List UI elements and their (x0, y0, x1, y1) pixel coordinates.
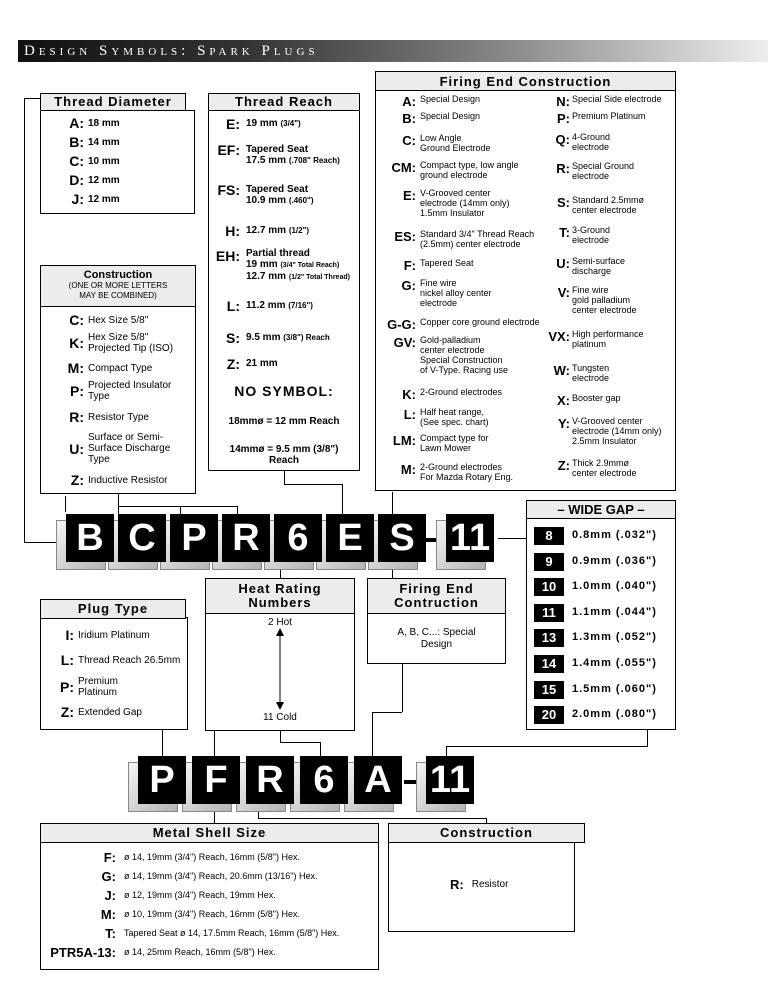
note: (7/16") (288, 301, 313, 310)
line: 19 mm (3/4" Total Reach) (246, 259, 340, 270)
item-desc: ø 12, 19mm (3/4") Reach, 19mm Hex. (124, 890, 276, 900)
item-desc: Low Angle Ground Electrode (420, 133, 491, 153)
item-desc: 2-Ground electrodes For Mazda Rotary Eng. (420, 462, 514, 482)
gap-value: 0.8mm (.032") (572, 529, 657, 541)
list-item (538, 393, 621, 408)
connector-line (65, 496, 66, 512)
construction-subtitle: (ONE OR MORE LETTERS MAY BE COMBINED) (68, 281, 168, 300)
line: 19 mm (3/4") (246, 118, 301, 129)
list-item (376, 258, 474, 273)
item-code: L: (60, 652, 74, 668)
item-code: C: (69, 312, 84, 328)
connector-line (402, 664, 403, 712)
letter-block: C (118, 514, 166, 562)
item-desc (246, 330, 330, 343)
item-desc: Compact type, low angle ground electrode (420, 160, 519, 180)
item-desc (246, 356, 278, 369)
item-desc: 18 mm (88, 117, 120, 129)
firing-end-title: Firing End Construction (375, 71, 676, 91)
list-item (44, 627, 150, 643)
no-symbol-line-2: 14mmø = 9.5 mm (3/8") Reach (229, 444, 339, 466)
item-desc: 12 mm (88, 193, 120, 205)
item-code: C: (69, 153, 84, 169)
construction-2-code: R: (450, 877, 464, 892)
gap-value: 1.3mm (.052") (572, 631, 657, 644)
item-desc: ø 14, 19mm (3/4") Reach, 16mm (5/8") Hex. (124, 852, 300, 862)
item-desc: ø 14, 19mm (3/4") Reach, 20.6mm (13/16") Hex. (124, 871, 318, 881)
line: 12.7 mm (1/2" Total Thread) (246, 271, 350, 282)
construction-2-desc: Resistor (471, 879, 509, 890)
item-code: C: (402, 133, 416, 148)
list-item (48, 115, 120, 131)
item-desc: Iridium Platinum (78, 629, 150, 641)
double-arrow-icon (272, 628, 288, 710)
item-code: M: (67, 360, 84, 376)
item-code: A: (69, 115, 84, 131)
list-item (42, 945, 276, 960)
list-item (538, 111, 646, 126)
letter-block: P (170, 514, 218, 562)
letter-block: B (66, 514, 114, 562)
suffix-block: 11 (446, 514, 494, 562)
line: 21 mm (246, 358, 278, 369)
connector-line (162, 730, 163, 756)
item-desc: Premium Platinum (78, 676, 119, 698)
gap-number: 14 (534, 655, 564, 673)
item-desc: Surface or Semi- Surface Discharge Type (88, 432, 171, 465)
item-desc: Tapered Seat ø 14, 17.5mm Reach, 16mm (5/8") Hex. (124, 928, 340, 938)
list-item (48, 153, 120, 169)
list-item (210, 142, 340, 166)
item-code: GV: (393, 335, 416, 350)
list-item (538, 195, 644, 215)
item-code: K: (69, 335, 84, 351)
item-code: J: (71, 191, 84, 207)
line: Tapered Seat 17.5 mm (.708" Reach) (246, 144, 340, 166)
item-desc: Hex Size 5/8" Projected Tip (ISO) (88, 332, 174, 354)
list-item (210, 248, 350, 283)
item-code: Q: (555, 132, 570, 147)
connector-line (65, 496, 66, 497)
note: (1/2") (288, 226, 310, 235)
list-item (376, 160, 519, 180)
list-item (44, 676, 118, 698)
list-item (376, 335, 508, 375)
list-item (376, 317, 540, 332)
item-code: FS: (217, 182, 240, 198)
construction-2-item (450, 877, 508, 892)
item-code: Z: (226, 356, 240, 372)
item-code: Y: (557, 416, 570, 431)
connector-line (647, 730, 648, 747)
list-item (42, 907, 300, 922)
item-code: B: (402, 111, 416, 126)
note: (.460") (288, 196, 314, 205)
item-code: LM: (392, 433, 416, 448)
item-desc: 14 mm (88, 136, 120, 148)
wide-gap-title: – WIDE GAP – (526, 500, 676, 519)
item-code: D: (69, 172, 84, 188)
item-code: G: (101, 869, 116, 884)
item-desc: Projected Insulator Type (88, 380, 172, 402)
list-item (538, 94, 662, 109)
gap-value: 1.0mm (.040") (572, 580, 657, 593)
gap-value: 2.0mm (.080") (572, 708, 657, 721)
item-code: S: (557, 195, 570, 210)
item-code: VX: (548, 329, 570, 344)
list-item (44, 652, 180, 668)
letter-block: F (192, 756, 240, 804)
list-item (538, 363, 609, 383)
item-code: EH: (215, 248, 240, 264)
firing-end-2-title: Firing End Contruction (367, 578, 506, 614)
list-item (376, 133, 491, 153)
list-item (48, 432, 170, 465)
list-item (376, 433, 489, 453)
item-desc: Booster gap (572, 393, 621, 403)
item-code: ES: (394, 229, 416, 244)
item-desc: Special Design (420, 94, 481, 104)
list-item (538, 161, 634, 181)
connector-line (24, 98, 40, 99)
list-item (42, 850, 300, 865)
gap-value: 1.1mm (.044") (572, 605, 657, 618)
letter-block: R (246, 756, 294, 804)
no-symbol-line-1: 18mmø = 12 mm Reach (228, 416, 340, 427)
gap-number: 13 (534, 629, 564, 647)
item-desc: Fine wire gold palladium center electrode (572, 285, 637, 315)
gap-number: 9 (534, 553, 564, 571)
thread-reach-title: Thread Reach (208, 93, 360, 111)
construction-header (40, 265, 196, 307)
connector-line (237, 506, 238, 514)
item-code: U: (69, 440, 84, 457)
item-desc: Tungsten electrode (572, 363, 610, 383)
item-desc: Copper core ground electrode (420, 317, 540, 327)
banner-title: Design Symbols: Spark Plugs (24, 43, 319, 59)
item-desc: Compact Type (88, 362, 153, 374)
item-desc: Fine wire nickel alloy center electrode (420, 278, 492, 308)
thread-diameter-title: Thread Diameter (40, 93, 186, 111)
item-desc: ø 10, 19mm (3/4") Reach, 16mm (5/8") Hex. (124, 909, 300, 919)
item-code: L: (403, 407, 416, 422)
no-symbol-title: NO SYMBOL: (234, 383, 334, 399)
item-code: L: (226, 298, 240, 314)
item-desc: Gold-palladium center electrode Special Construction of V-Type. Racing use (420, 335, 509, 375)
item-code: G: (401, 278, 416, 293)
letter-block: 6 (300, 756, 348, 804)
gap-value: 0.9mm (.036") (572, 554, 657, 567)
item-code: CM: (391, 160, 416, 175)
item-code: T: (105, 926, 116, 941)
list-item (210, 356, 278, 372)
item-desc: 2-Ground electrodes (420, 387, 503, 397)
gap-number: 10 (534, 578, 564, 596)
list-item (42, 926, 339, 941)
heat-cold-label: 11 Cold (263, 712, 297, 723)
item-desc: Standard 2.5mmø center electrode (572, 195, 645, 215)
note: (3/4") (280, 119, 301, 128)
connector-line (24, 98, 25, 543)
item-desc: Hex Size 5/8" (88, 314, 149, 326)
list-item (376, 229, 534, 249)
item-desc: ø 14, 25mm Reach, 16mm (5/8") Hex. (124, 947, 276, 957)
list-item (42, 888, 276, 903)
connector-line (446, 746, 648, 747)
page-banner (18, 40, 768, 62)
item-code: S: (226, 330, 240, 346)
list-item (48, 172, 120, 188)
item-code: H: (225, 223, 240, 239)
firing-end-2-desc: A, B, C...: Special Design (397, 627, 476, 650)
item-code: U: (556, 256, 570, 271)
item-code: G-G: (387, 317, 416, 332)
gap-value: 1.4mm (.055") (572, 657, 657, 669)
item-desc (246, 142, 340, 166)
connector-line (284, 484, 342, 485)
item-code: R: (69, 409, 84, 425)
connector-line (498, 538, 526, 539)
connector-line (320, 742, 321, 756)
letter-block: E (326, 514, 374, 562)
item-desc: 10 mm (88, 155, 120, 167)
note: (3/8") Reach (283, 333, 330, 342)
gap-number: 20 (534, 706, 564, 724)
letter-block: P (138, 756, 186, 804)
letter-block: S (378, 514, 426, 562)
note: (.708" Reach) (288, 156, 340, 165)
list-item (48, 472, 167, 488)
connector-line (392, 492, 393, 514)
heat-hot-label: 2 Hot (268, 617, 292, 628)
item-code: B: (69, 134, 84, 150)
list-item (538, 225, 610, 245)
gap-number: 15 (534, 681, 564, 699)
construction-title: Construction (83, 269, 153, 281)
item-code: E: (403, 188, 416, 203)
plug-type-title: Plug Type (40, 599, 186, 619)
connector-line (118, 492, 119, 514)
item-desc: Thick 2.9mmø center electrode (572, 458, 637, 478)
list-item (44, 704, 142, 720)
list-item (376, 94, 480, 109)
list-item (48, 312, 148, 328)
connector-line (372, 712, 402, 713)
item-desc: V-Grooved center electrode (14mm only) 1.5mm Insulator (420, 188, 510, 218)
list-item (376, 111, 480, 126)
item-desc: Inductive Resistor (88, 474, 168, 486)
item-code: W: (553, 363, 570, 378)
item-code: EF: (217, 142, 240, 158)
item-desc (246, 223, 309, 236)
item-desc: 12 mm (88, 174, 120, 186)
metal-shell-title: Metal Shell Size (40, 823, 379, 843)
connector-line (280, 742, 320, 743)
item-desc (246, 182, 314, 206)
list-item (538, 458, 637, 478)
list-item (538, 256, 625, 276)
gap-value: 1.5mm (.060") (572, 682, 657, 695)
item-desc: Special Side electrode (572, 94, 662, 104)
item-code: P: (60, 679, 74, 695)
list-item (210, 116, 301, 132)
list-item (538, 132, 610, 152)
item-desc: Special Design (420, 111, 481, 121)
list-item (210, 330, 330, 346)
list-item (376, 278, 492, 308)
item-desc: 3-Ground electrode (572, 225, 611, 245)
gap-number: 11 (534, 604, 564, 622)
item-code: R: (556, 161, 570, 176)
item-code: M: (400, 462, 416, 477)
item-desc: Special Ground electrode (572, 161, 635, 181)
connector-line (392, 492, 393, 493)
letter-block: A (354, 756, 402, 804)
line: Partial thread (246, 248, 310, 259)
connector-line (258, 818, 486, 819)
item-desc: Half heat range, (See spec. chart) (420, 407, 489, 427)
item-desc (246, 116, 301, 129)
connector-line (280, 730, 281, 742)
list-item (48, 360, 152, 376)
item-code: Z: (557, 458, 570, 473)
item-desc: Resistor Type (88, 411, 149, 423)
item-desc: Compact type for Lawn Mower (420, 433, 489, 453)
connector-line (372, 712, 373, 756)
list-item (48, 409, 149, 425)
item-code: I: (65, 627, 74, 643)
item-code: E: (226, 116, 240, 132)
gap-number: 8 (534, 527, 564, 545)
list-item (42, 869, 317, 884)
connector-line (118, 506, 238, 507)
list-item (376, 387, 502, 402)
item-code: Z: (70, 472, 84, 488)
item-code: T: (559, 225, 570, 240)
item-code: Z: (60, 704, 74, 720)
list-item (48, 191, 120, 207)
letter-block: 6 (274, 514, 322, 562)
item-desc: Premium Platinum (572, 111, 646, 121)
list-item (376, 407, 489, 427)
line: 12.7 mm (1/2") (246, 225, 310, 236)
item-code: P: (70, 383, 84, 399)
connector-line (284, 470, 285, 484)
item-desc: Extended Gap (78, 706, 142, 718)
item-desc: 4-Ground electrode (572, 132, 611, 152)
item-desc (246, 248, 350, 283)
list-item (376, 462, 513, 482)
item-code: K: (402, 387, 416, 402)
list-item (48, 134, 120, 150)
list-item (210, 182, 314, 206)
item-code: F: (103, 850, 116, 865)
item-desc: Thread Reach 26.5mm (78, 654, 181, 666)
note: (1/2" Total Thread) (288, 274, 350, 281)
letter-block: R (222, 514, 270, 562)
note: (3/4" Total Reach) (280, 262, 340, 269)
item-code: P: (557, 111, 570, 126)
list-item (538, 416, 662, 446)
item-desc: High performance platinum (572, 329, 644, 349)
item-desc: Semi-surface discharge (572, 256, 626, 276)
list-item (538, 329, 644, 349)
heat-rating-title: Heat Rating Numbers (205, 578, 355, 614)
list-item (210, 223, 309, 239)
list-item (538, 285, 637, 315)
list-item (376, 188, 510, 218)
list-item (210, 298, 313, 314)
item-code: X: (557, 393, 570, 408)
construction-2-title: Construction (388, 823, 585, 843)
item-desc: Tapered Seat (420, 258, 474, 268)
item-code: PTR5A-13: (50, 945, 116, 960)
list-item (48, 332, 173, 354)
line: 9.5 mm (3/8") Reach (246, 332, 330, 343)
item-desc: Standard 3/4" Thread Reach (2.5mm) center electrode (420, 229, 535, 249)
connector-line (180, 506, 181, 514)
line: 11.2 mm (7/16") (246, 300, 313, 311)
item-code: A: (402, 94, 416, 109)
item-desc (246, 298, 313, 311)
connector-line (342, 484, 343, 514)
item-desc: V-Grooved center electrode (14mm only) 2.5mm Insulator (572, 416, 662, 446)
list-item (48, 380, 171, 402)
item-code: V: (557, 285, 570, 300)
item-code: J: (104, 888, 116, 903)
item-code: N: (556, 94, 570, 109)
line: Tapered Seat 10.9 mm (.460") (246, 184, 314, 206)
suffix-block: 11 (426, 756, 474, 804)
item-code: F: (403, 258, 416, 273)
item-code: M: (100, 907, 116, 922)
